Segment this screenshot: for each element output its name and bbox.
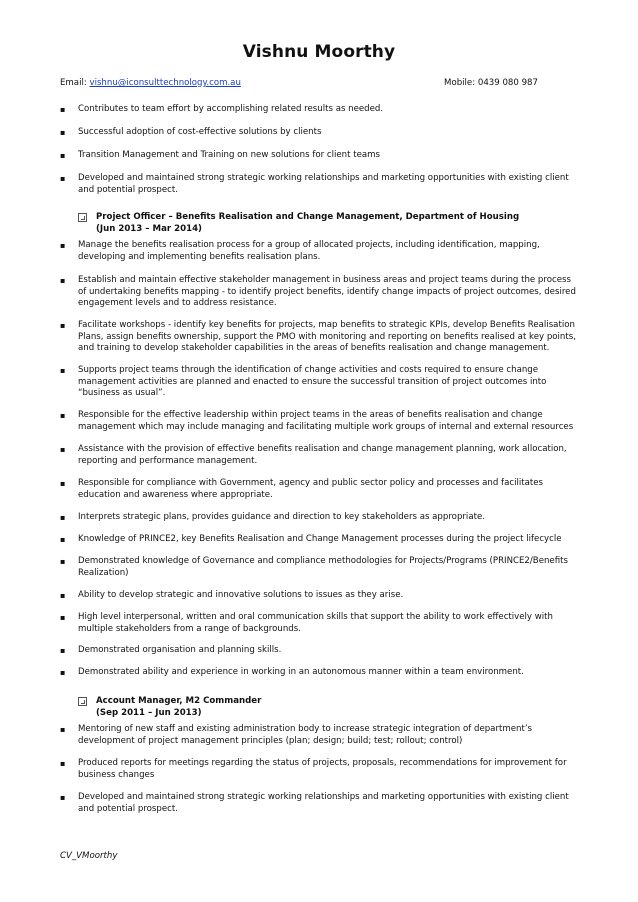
list-item-text: Contributes to team effort by accomplishing related results as needed. — [78, 104, 384, 114]
list-item-text: Responsible for the effective leadership within project teams in the areas of benefits realisation and change management which may include managing and facilitating multiple work groups of internal and external resources — [78, 410, 574, 432]
footer-filename: CV_VMoorthy — [60, 851, 118, 861]
bullet-icon: ▪ — [60, 151, 66, 160]
list-item-text: High level interpersonal, written and oral communication skills that support the ability to work effectively with multiple stakeholders from a range of backgrounds. — [78, 612, 553, 634]
list-item-text: Mentoring of new staff and existing administration body to increase strategic integration of department’s development of project management principles (plan; design; build; test; rollout; control) — [78, 724, 533, 746]
bullet-icon: ▪ — [60, 445, 66, 454]
list-item-text: Establish and maintain effective stakeholder management in business areas and project teams during the process of undertaking benefits mapping - to identify project benefits, identify change impacts of project outcomes, desired engagement levels and to address resistance. — [78, 275, 576, 308]
list-item-text: Knowledge of PRINCE2, key Benefits Realisation and Change Management processes during the project lifecycle — [78, 534, 562, 544]
list-item-text: Demonstrated knowledge of Governance and compliance methodologies for Projects/Programs (PRINCE2/Benefits Realization) — [78, 556, 568, 578]
role-dates: (Sep 2011 – Jun 2013) — [96, 707, 202, 718]
bullet-icon: ▪ — [60, 535, 66, 544]
email-label: Email: — [60, 78, 90, 88]
mobile-number: Mobile: 0439 080 987 — [444, 78, 538, 88]
bullet-icon: ▪ — [60, 759, 66, 768]
list-item-text: Responsible for compliance with Government, agency and public sector policy and processes and facilitates education and awareness where appropriate. — [78, 478, 544, 500]
bullet-icon: ▪ — [60, 725, 66, 734]
bullet-icon: ▪ — [60, 276, 66, 285]
bullet-icon: ▪ — [60, 557, 66, 566]
role-dates: (Jun 2013 – Mar 2014) — [96, 223, 202, 234]
candidate-name: Vishnu Moorthy — [242, 42, 396, 62]
list-item-text: Ability to develop strategic and innovative solutions to issues as they arise. — [78, 590, 404, 600]
email-block — [60, 78, 241, 88]
email-link[interactable]: vishnu@iconsulttechnology.com.au — [89, 78, 241, 88]
bullet-icon: ▪ — [60, 513, 66, 522]
list-item-text: Developed and maintained strong strategic working relationships and marketing opportunities with existing client and potential prospect. — [78, 792, 569, 814]
list-item-text: Assistance with the provision of effective benefits realisation and change management planning, work allocation, reporting and performance management. — [78, 444, 567, 466]
bullet-icon: ▪ — [60, 613, 66, 622]
bullet-icon: ▪ — [60, 793, 66, 802]
bullet-icon: ▪ — [60, 366, 66, 375]
list-item-text: Manage the benefits realisation process for a group of allocated projects, including identification, mapping, developing and implementing benefits realisation plans. — [78, 240, 540, 262]
list-item-text: Successful adoption of cost-effective solutions by clients — [78, 127, 322, 137]
list-item-text: Demonstrated ability and experience in working in an autonomous manner within a team environment. — [78, 667, 524, 677]
list-item-text: Transition Management and Training on new solutions for client teams — [78, 150, 380, 160]
checkbox-icon — [78, 213, 87, 222]
list-item-text: Interprets strategic plans, provides guidance and direction to key stakeholders as appropriate. — [78, 512, 485, 522]
bullet-icon: ▪ — [60, 174, 66, 183]
list-item-text: Supports project teams through the identification of change activities and costs required to ensure change management activities are planned and enacted to ensure the successful transition of project outcomes into “business as usual”. — [78, 365, 547, 398]
role-title: Account Manager, M2 Commander — [96, 696, 262, 706]
list-item-text: Developed and maintained strong strategic working relationships and marketing opportunities with existing client and potential prospect. — [78, 173, 569, 195]
bullet-icon: ▪ — [60, 241, 66, 250]
list-item-text: Produced reports for meetings regarding the status of projects, proposals, recommendations for improvement for business changes — [78, 758, 567, 780]
bullet-icon: ▪ — [60, 105, 66, 114]
bullet-icon: ▪ — [60, 646, 66, 655]
bullet-icon: ▪ — [60, 479, 66, 488]
bullet-icon: ▪ — [60, 591, 66, 600]
role-title: Project Officer – Benefits Realisation and Change Management, Department of Housing — [96, 212, 520, 222]
checkbox-icon — [78, 697, 87, 706]
bullet-icon: ▪ — [60, 668, 66, 677]
bullet-icon: ▪ — [60, 411, 66, 420]
contact-line — [60, 78, 538, 92]
list-item-text: Demonstrated organisation and planning skills. — [78, 645, 282, 655]
bullet-icon: ▪ — [60, 321, 66, 330]
list-item-text: Facilitate workshops - identify key benefits for projects, map benefits to strategic KPIs, develop Benefits Realisation Plans, assign benefits ownership, support the PMO with monitoring and reporting on benefits realised at key points, and training to develop stakeholder capabilities in the areas of benefits realisation and change management. — [78, 320, 576, 353]
bullet-icon: ▪ — [60, 128, 66, 137]
